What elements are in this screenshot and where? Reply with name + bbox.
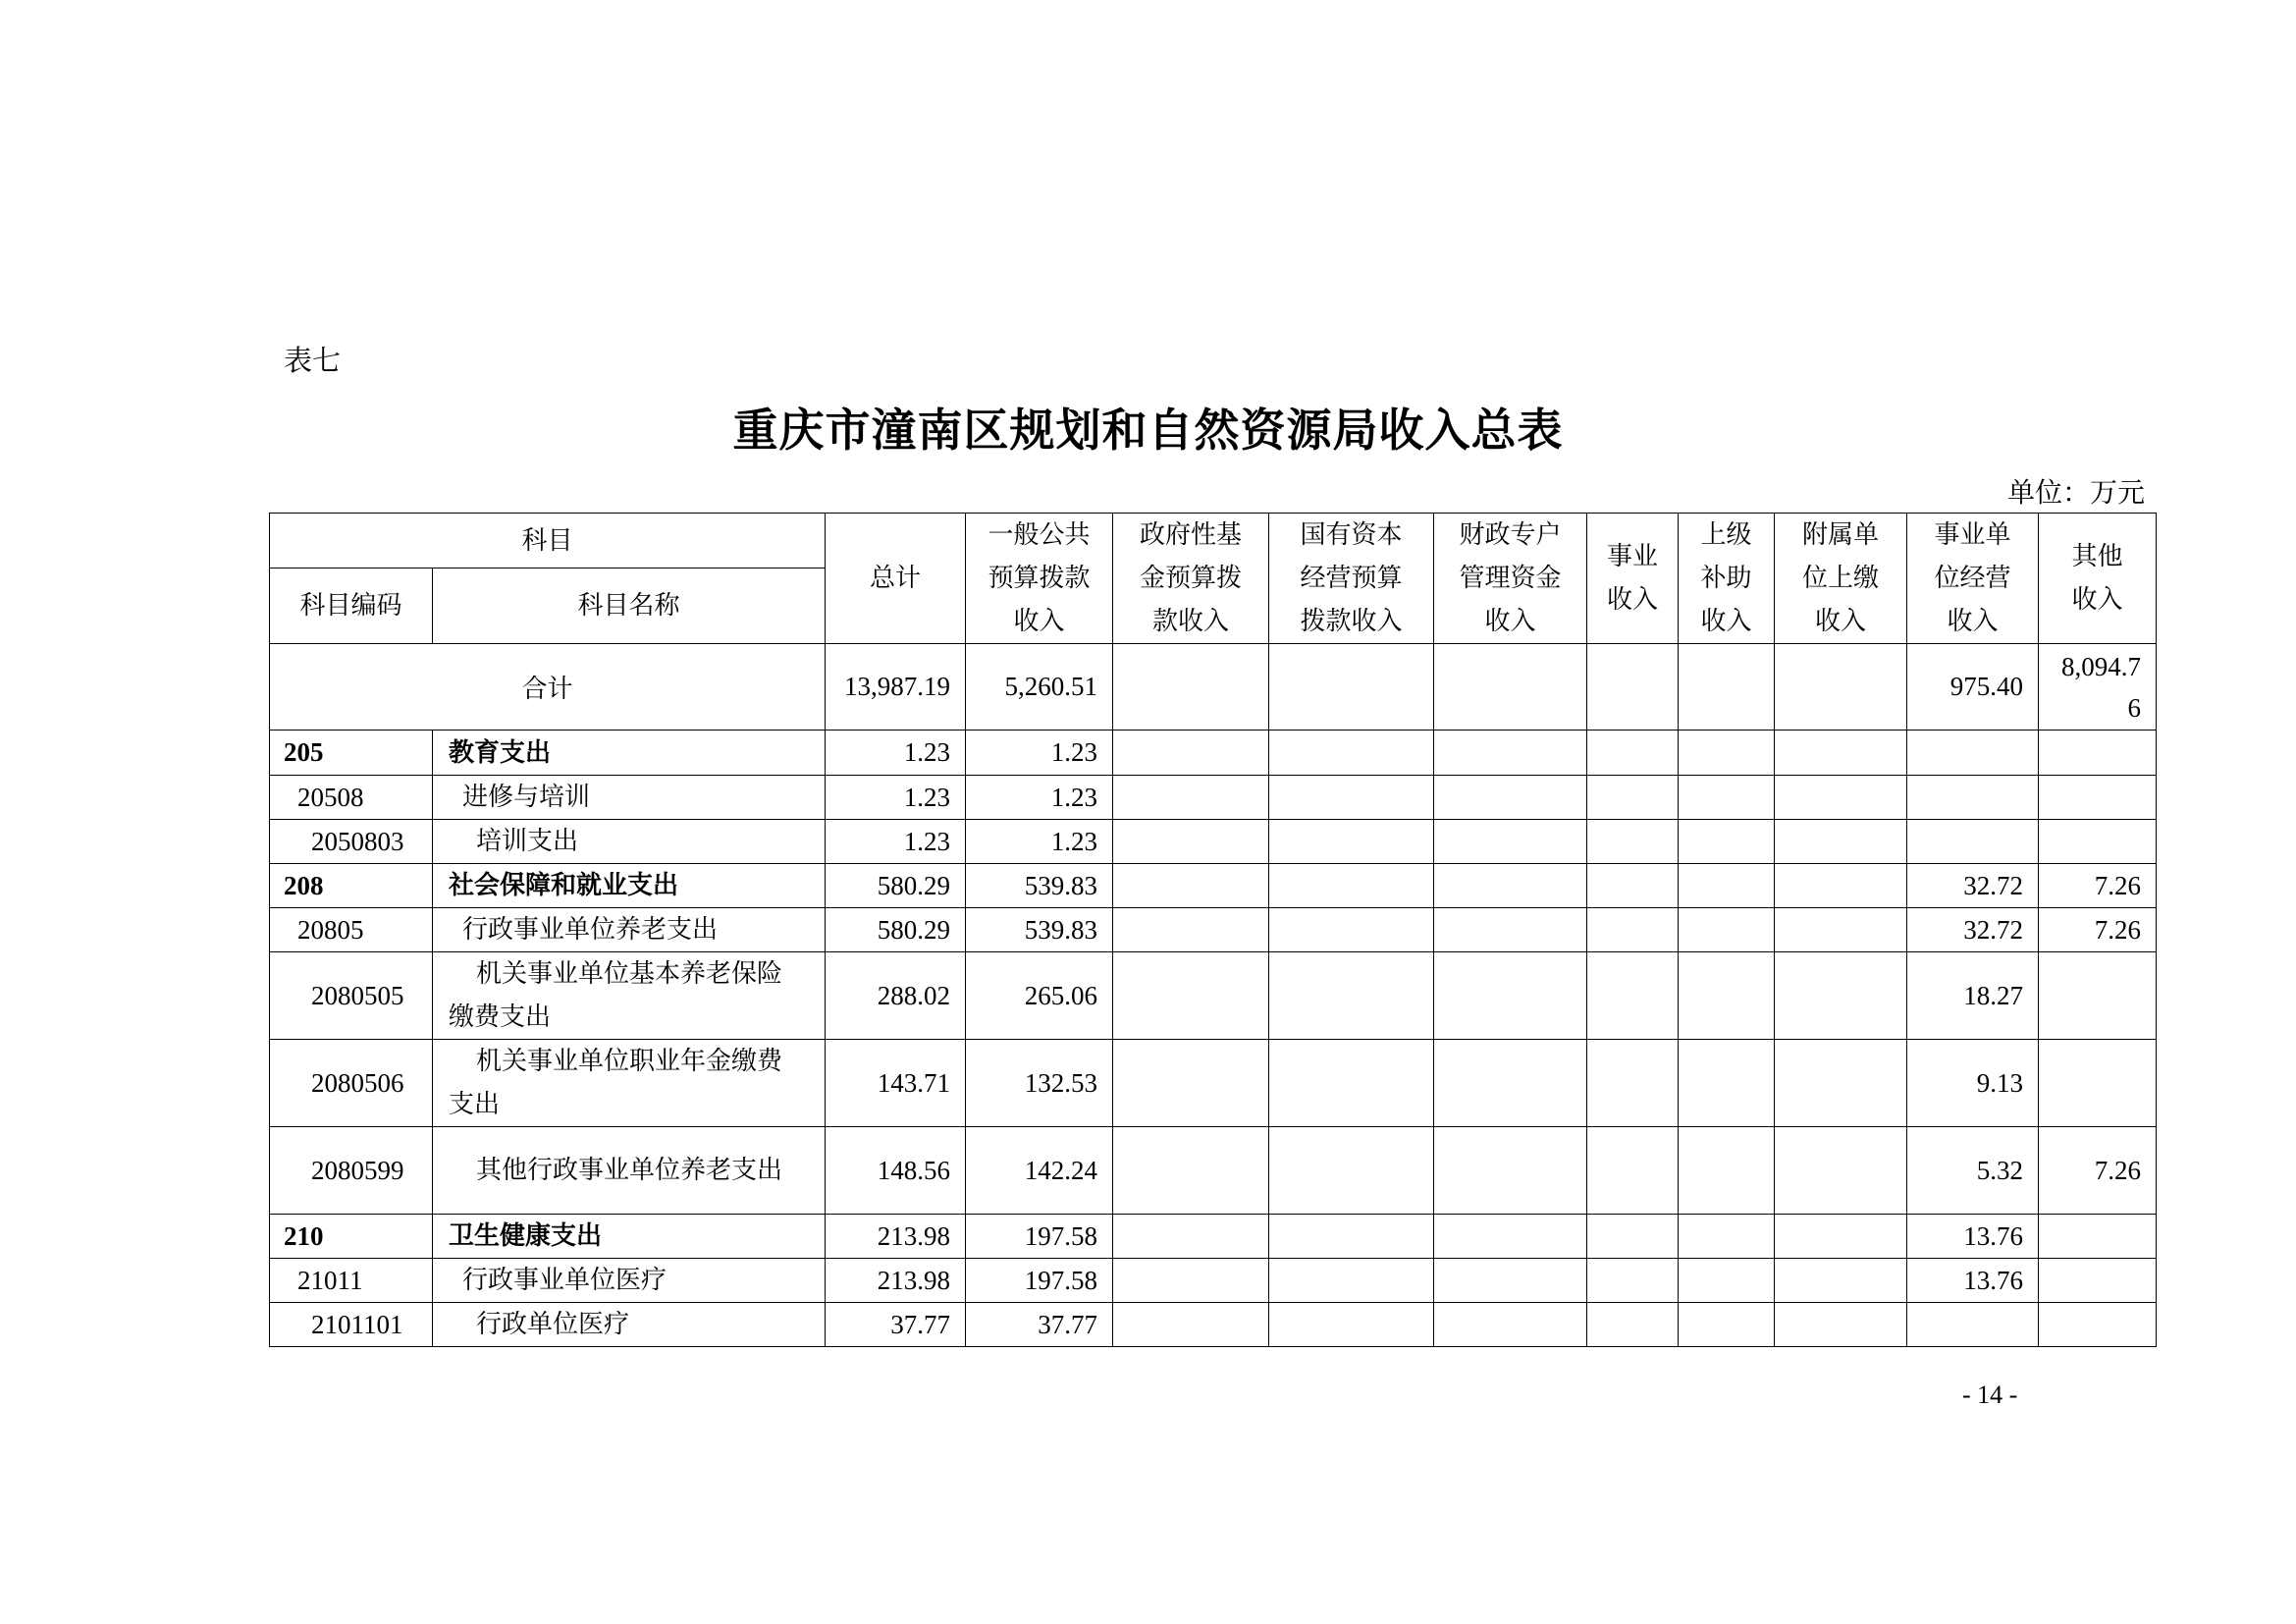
header-state-capital-line3: 拨款收入 (1300, 607, 1403, 636)
row-operating (1907, 820, 2039, 864)
header-gov-fund (1113, 514, 1269, 644)
header-operating-income-line2: 位经营 (1934, 564, 2011, 593)
total-row-general: 5,260.51 (966, 644, 1113, 731)
header-subject-name: 科目名称 (433, 568, 826, 644)
total-row-other-line2: 6 (2127, 692, 2142, 723)
total-row-state-capital (1269, 644, 1434, 731)
header-business-income-line1: 事业 (1607, 542, 1659, 571)
total-row-operating: 975.40 (1907, 644, 2039, 731)
header-business-income-line2: 收入 (1607, 585, 1659, 615)
header-state-capital-line1: 国有资本 (1300, 520, 1403, 550)
row-name: 行政事业单位养老支出 (433, 908, 826, 952)
header-affiliate-remit-line2: 位上缴 (1802, 564, 1880, 593)
header-superior-subsidy-line3: 收入 (1700, 607, 1752, 636)
row-general: 539.83 (966, 864, 1113, 908)
table-row (270, 1040, 2157, 1127)
total-row-affiliate (1775, 644, 1907, 731)
page-title: 重庆市潼南区规划和自然资源局收入总表 (732, 404, 1564, 457)
row-general: 142.24 (966, 1127, 1113, 1215)
row-total: 213.98 (826, 1259, 966, 1303)
row-operating: 5.32 (1907, 1127, 2039, 1215)
row-name: 教育支出 (433, 731, 826, 776)
total-row-special (1434, 644, 1587, 731)
header-state-capital-line2: 经营预算 (1300, 564, 1403, 593)
table-row (270, 1303, 2157, 1347)
table-row (270, 776, 2157, 820)
table-row (270, 908, 2157, 952)
row-code: 20508 (270, 776, 433, 820)
row-total: 580.29 (826, 908, 966, 952)
header-subject-group: 科目 (270, 514, 826, 568)
header-gov-fund-line2: 金预算拨 (1140, 564, 1243, 593)
row-total: 148.56 (826, 1127, 966, 1215)
table-row (270, 1127, 2157, 1215)
header-other-income-line1: 其他 (2071, 542, 2123, 571)
total-row-total: 13,987.19 (826, 644, 966, 731)
row-operating: 9.13 (1907, 1040, 2039, 1127)
header-affiliate-remit-line1: 附属单 (1802, 520, 1880, 550)
table-row (270, 820, 2157, 864)
table-row (270, 731, 2157, 776)
row-operating: 13.76 (1907, 1215, 2039, 1259)
row-code: 20805 (270, 908, 433, 952)
row-name: 其他行政事业单位养老支出 (433, 1127, 826, 1215)
row-other (2039, 776, 2157, 820)
row-total: 288.02 (826, 952, 966, 1040)
row-code: 21011 (270, 1259, 433, 1303)
header-superior-subsidy-line2: 补助 (1700, 564, 1752, 593)
table-label: 表七 (284, 344, 342, 377)
row-other: 7.26 (2039, 864, 2157, 908)
row-code: 2080506 (270, 1040, 433, 1127)
row-other (2039, 820, 2157, 864)
row-name: 进修与培训 (433, 776, 826, 820)
row-code: 2050803 (270, 820, 433, 864)
row-other (2039, 1303, 2157, 1347)
row-code: 2101101 (270, 1303, 433, 1347)
header-state-capital (1269, 514, 1434, 644)
header-general-budget (966, 514, 1113, 644)
total-row (270, 644, 2157, 731)
row-general: 539.83 (966, 908, 1113, 952)
header-superior-subsidy (1679, 514, 1775, 644)
header-affiliate-remit (1775, 514, 1907, 644)
row-name: 社会保障和就业支出 (433, 864, 826, 908)
header-affiliate-remit-line3: 收入 (1815, 607, 1867, 636)
row-code: 2080505 (270, 952, 433, 1040)
table-row (270, 864, 2157, 908)
row-general: 1.23 (966, 776, 1113, 820)
income-summary-table (269, 513, 2157, 1347)
total-row-superior (1679, 644, 1775, 731)
header-special-account-line1: 财政专户 (1459, 520, 1562, 550)
row-other (2039, 1040, 2157, 1127)
row-total: 1.23 (826, 731, 966, 776)
row-operating (1907, 1303, 2039, 1347)
header-operating-income (1907, 514, 2039, 644)
total-row-other (2039, 644, 2157, 731)
row-general: 37.77 (966, 1303, 1113, 1347)
header-other-income-line2: 收入 (2071, 585, 2123, 615)
row-general: 197.58 (966, 1259, 1113, 1303)
total-row-business (1587, 644, 1679, 731)
row-other (2039, 731, 2157, 776)
header-general-budget-line1: 一般公共 (988, 520, 1091, 550)
total-label: 合计 (270, 644, 826, 731)
row-general: 1.23 (966, 820, 1113, 864)
header-special-account-line2: 管理资金 (1459, 564, 1562, 593)
row-general: 1.23 (966, 731, 1113, 776)
row-name: 机关事业单位基本养老保险缴费支出 (433, 952, 826, 1040)
header-subject-code: 科目编码 (270, 568, 433, 644)
header-special-account-line3: 收入 (1484, 607, 1536, 636)
row-name: 机关事业单位职业年金缴费支出 (433, 1040, 826, 1127)
header-general-budget-line2: 预算拨款 (988, 564, 1091, 593)
header-total: 总计 (826, 514, 966, 644)
row-other: 7.26 (2039, 908, 2157, 952)
row-total: 580.29 (826, 864, 966, 908)
row-total: 143.71 (826, 1040, 966, 1127)
row-general: 197.58 (966, 1215, 1113, 1259)
row-total: 1.23 (826, 776, 966, 820)
row-operating (1907, 731, 2039, 776)
row-code: 210 (270, 1215, 433, 1259)
row-other (2039, 952, 2157, 1040)
row-name: 行政事业单位医疗 (433, 1259, 826, 1303)
row-name: 行政单位医疗 (433, 1303, 826, 1347)
table-row (270, 1215, 2157, 1259)
total-row-other-line1: 8,094.7 (2061, 651, 2142, 681)
table-row (270, 1259, 2157, 1303)
row-operating: 13.76 (1907, 1259, 2039, 1303)
header-gov-fund-line3: 款收入 (1152, 607, 1230, 636)
row-total: 213.98 (826, 1215, 966, 1259)
unit-label: 单位：万元 (2006, 476, 2145, 509)
row-name: 卫生健康支出 (433, 1215, 826, 1259)
row-total: 37.77 (826, 1303, 966, 1347)
row-name: 培训支出 (433, 820, 826, 864)
row-general: 265.06 (966, 952, 1113, 1040)
row-code: 205 (270, 731, 433, 776)
header-operating-income-line3: 收入 (1947, 607, 1999, 636)
row-operating: 32.72 (1907, 864, 2039, 908)
row-other (2039, 1215, 2157, 1259)
header-general-budget-line3: 收入 (1013, 607, 1065, 636)
header-other-income (2039, 514, 2157, 644)
row-other: 7.26 (2039, 1127, 2157, 1215)
header-special-account (1434, 514, 1587, 644)
header-business-income (1587, 514, 1679, 644)
header-superior-subsidy-line1: 上级 (1700, 520, 1752, 550)
header-gov-fund-line1: 政府性基 (1140, 520, 1243, 550)
row-total: 1.23 (826, 820, 966, 864)
row-general: 132.53 (966, 1040, 1113, 1127)
row-code: 208 (270, 864, 433, 908)
row-operating (1907, 776, 2039, 820)
total-row-gov-fund (1113, 644, 1269, 731)
table-row (270, 952, 2157, 1040)
row-code: 2080599 (270, 1127, 433, 1215)
row-operating: 32.72 (1907, 908, 2039, 952)
page-number: - 14 - (1962, 1380, 2018, 1409)
row-other (2039, 1259, 2157, 1303)
row-operating: 18.27 (1907, 952, 2039, 1040)
header-operating-income-line1: 事业单 (1934, 520, 2011, 550)
